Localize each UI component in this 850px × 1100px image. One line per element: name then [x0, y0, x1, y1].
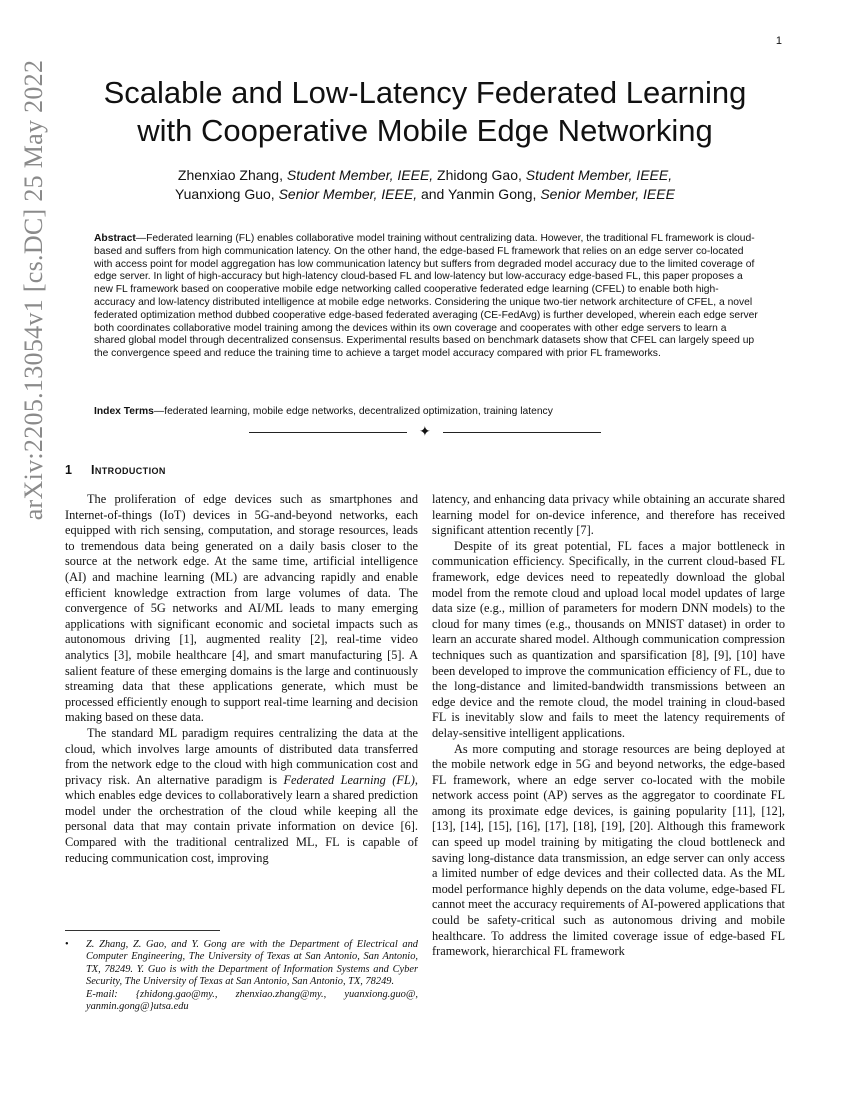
author-name: and Yanmin Gong, — [417, 186, 541, 202]
page-number: 1 — [775, 35, 782, 47]
left-column — [65, 492, 418, 866]
author-line-2 — [60, 185, 790, 204]
emphasized-term: Federated Learning (FL) — [283, 772, 415, 787]
title-line-1: Scalable and Low-Latency Federated Learning — [103, 75, 747, 110]
footnote-email: E-mail: {zhidong.gao@my., zhenxiao.zhang@my., yuanxiong.guo@, yanmin.gong@}utsa.edu — [86, 988, 418, 1013]
paragraph: The proliferation of edge devices such as smartphones and Internet-of-things (IoT) devices in 5G-and-beyond networks, each equipped with rich sensing, computation, and storage resources, leads to tremendous data being generated on a daily basis closer to the source at the network edge. At the same time, artificial intelligence (AI) and machine learning (ML) are advancing rapidly and enable efficient knowledge extraction from large volumes of data. The convergence of 5G networks and AI/ML leads to many emerging applications with significant economic and societal impacts such as autonomous driving [1], augmented reality [2], real-time video analytics [3], mobile healthcare [4], and smart manufacturing [5]. A salient feature of these emerging domains is the large and continuously streaming data that these applications generate, which must be processed efficiently enough to support real-time learning and decision making based on these data. — [65, 492, 418, 725]
author-line-1 — [60, 166, 790, 185]
section-number: 1 — [65, 463, 72, 477]
author-membership: Senior Member, IEEE, — [278, 186, 418, 202]
paragraph-text: The standard ML paradigm requires centralizing the data at the cloud, which involves large amounts of distributed data transferred from the network edge to the cloud with high communication cost and privacy risk. An alternative paradigm is — [65, 725, 418, 787]
title-line-2: with Cooperative Mobile Edge Networking — [137, 113, 713, 148]
divider-rule-right — [443, 432, 601, 433]
abstract-label: Abstract — [94, 233, 136, 244]
index-terms-text: —federated learning, mobile edge networks, decentralized optimization, training latency — [153, 406, 553, 417]
paragraph: Despite of its great potential, FL faces a major bottleneck in communication efficiency. Specifically, in the current cloud-based FL framework, edge devices need to repeatedly download the global model from the remote cloud and upload local model updates of large data size (e.g., million of parameters for modern DNN models) to the cloud for many times (e.g., thousands on MNIST dataset) in order to learn an accurate shared model. Although communication compression techniques such as quantization and sparsification [8], [9], [10] have been developed to improve the communication efficiency of FL, due to the long-distance and limited-bandwidth transmissions between an edge device and the remote cloud, the model training in cloud-based FL is inevitably slow and fails to meet the latency requirements of delay-sensitive intelligent applications. — [432, 538, 785, 740]
index-terms-label: Index Terms — [94, 406, 154, 417]
footnote-body — [86, 939, 418, 1013]
author-name: Zhidong Gao, — [433, 167, 526, 183]
paragraph: latency, and enhancing data privacy while obtaining an accurate shared learning model for on-device inference, and therefore has received significant attention recently [7]. — [432, 492, 785, 538]
paragraph-text: , which enables edge devices to collaboratively learn a shared prediction model under the orchestration of the cloud while keeping all the personal data that may contain private information on device [6]. Compared with the traditional centralized ML, FL is capable of reducing communication cost, improving — [65, 772, 418, 865]
section-title: Introduction — [91, 463, 166, 477]
paragraph: As more computing and storage resources are being deployed at the mobile network edge in 5G and beyond networks, the edge-based FL framework, where an edge server co-located with the mobile network access point (AP) serves as the aggregator to coordinate FL among its proximate edge devices, is gaining popularity [11], [12], [13], [14], [15], [16], [17], [18], [19], [20]. Although this framework can speed up model training by mitigating the cloud bottleneck and saving long-distance data transmission, an edge server can only access a limited number of edge devices and their collected data. As the ML model performance highly depends on the data volume, edge-based FL cannot meet the accuracy requirements of AI-powered applications that could be safety-critical such as autonomous driving and mobile healthcare. To address the limited coverage issue of edge-based FL framework, hierarchical FL framework — [432, 741, 785, 959]
right-column — [432, 492, 785, 960]
author-membership: Senior Member, IEEE — [540, 186, 675, 202]
author-name: Yuanxiong Guo, — [175, 186, 279, 202]
divider-rule-left — [249, 432, 407, 433]
section-divider — [249, 426, 601, 440]
arxiv-identifier-stamp: arXiv:2205.13054v1 [cs.DC] 25 May 2022 — [19, 59, 48, 521]
footnote — [65, 939, 418, 1013]
footnote-bullet: • — [65, 939, 69, 950]
author-membership: Student Member, IEEE, — [525, 167, 673, 183]
paper-title — [60, 74, 790, 150]
index-terms — [94, 405, 758, 418]
footnote-rule — [65, 930, 220, 931]
section-heading — [65, 463, 166, 477]
abstract-text: —Federated learning (FL) enables collaborative model training without centralizing data. However, the traditional FL framework is cloud-based and suffers from high communication latency. On the other hand, the edge-based FL framework that relies on an edge server co-located with access point for model aggregation has low communication latency but suffers from degraded model accuracy due to the limited coverage of edge server. In light of high-accuracy but high-latency cloud-based FL and low-latency but low-accuracy edge-based FL, this paper proposes a new FL framework based on cooperative mobile edge networking called cooperative federated edge learning (CFEL) to enable both high-accuracy and low-latency distributed intelligence at mobile edge networks. Considering the unique two-tier network architecture of CFEL, a novel federated optimization method dubbed cooperative edge-based federated averaging (CE-FedAvg) is further developed, wherein each edge server both coordinates collaborative model training among the devices within its own coverage and cooperates with other edge servers to learn a shared global model through decentralized consensus. Experimental results based on benchmark datasets show that CFEL can largely speed up the convergence speed and reduce the training time to achieve a target model accuracy compared with prior FL frameworks. — [94, 233, 758, 360]
divider-star-icon: ✦ — [419, 425, 431, 440]
author-list — [60, 166, 790, 204]
author-membership: Student Member, IEEE, — [286, 167, 434, 183]
footnote-affiliation: Z. Zhang, Z. Gao, and Y. Gong are with the Department of Electrical and Computer Engineering, The University of Texas at San Antonio, San Antonio, TX, 78249. Y. Guo is with the Department of Information Systems and Cyber Security, The University of Texas at San Antonio, San Antonio, TX, 78249. — [86, 939, 418, 988]
paragraph — [65, 726, 418, 866]
author-name: Zhenxiao Zhang, — [177, 167, 287, 183]
abstract — [94, 233, 758, 361]
